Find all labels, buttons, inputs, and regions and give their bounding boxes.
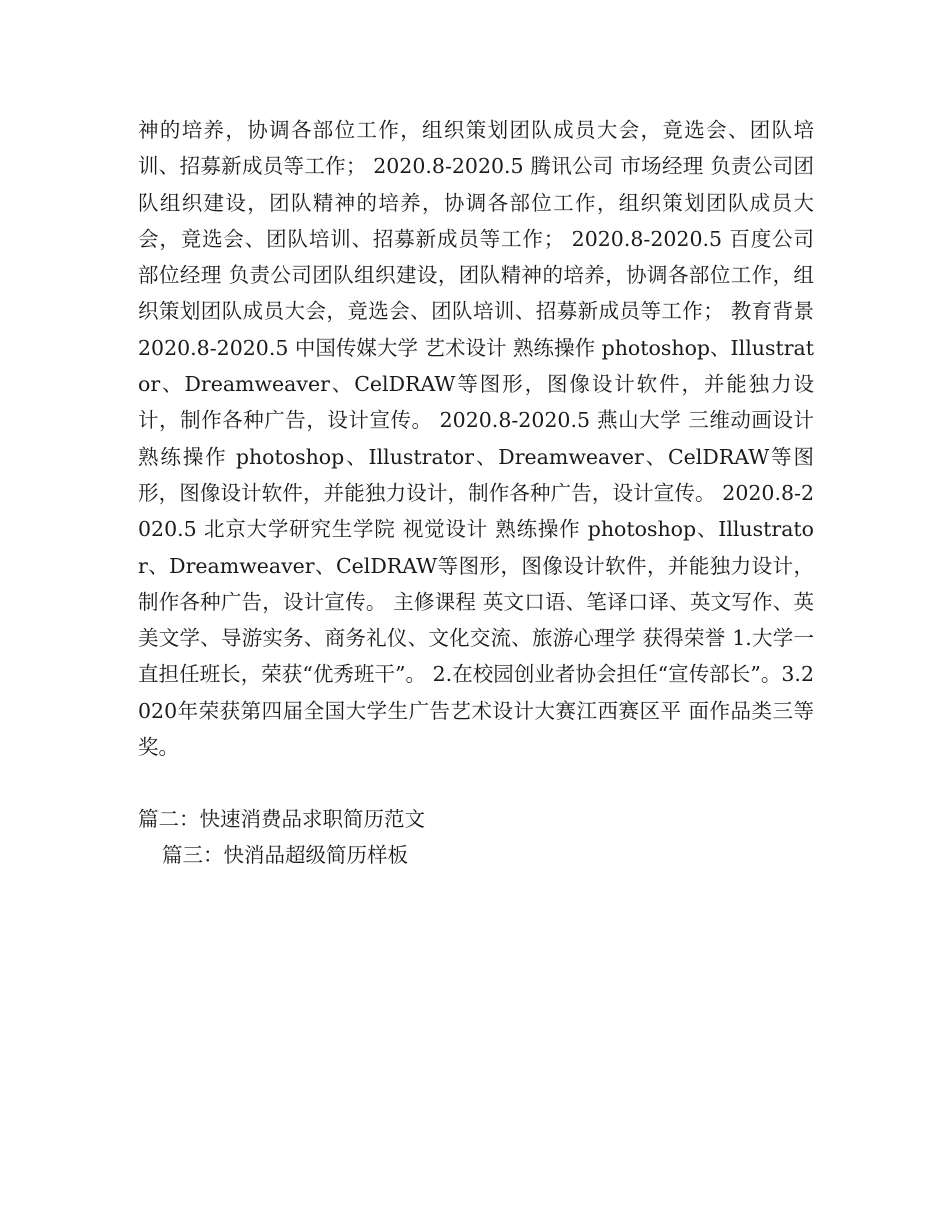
resume-body-paragraph: 神的培养，协调各部位工作，组织策划团队成员大会，竟选会、团队培训、招募新成员等工作； 2020.8-2020.5 腾讯公司 市场经理 负责公司团队组织建设，团队精神的培养，协调各部位工作，组织策划团队成员大会，竟选会、团队培训、招募新成员等工作； 2020.8-2020.5 百度公司 部位经理 负责公司团队组织建设，团队精神的培养，协调各部位工作，组织策划团队成员大会，竟选会、团队培训、招募新成员等工作； 教育背景 2020.8-2020.5 中国传媒大学 艺术设计 熟练操作 photoshop、Illustrator、Dreamweaver、CelDRAW等图形，图像设计软件，并能独力设计，制作各种广告，设计宣传。 2020.8-2020.5 燕山大学 三维动画设计 熟练操作 photoshop、Illustrator、Dreamweaver、CelDRAW等图形，图像设计软件，并能独力设计，制作各种广告，设计宣传。 2020.8-2020.5 北京大学研究生学院 视觉设计 熟练操作 photoshop、Illustrator、Dreamweaver、CelDRAW等图形，图像设计软件，并能独力设计，制作各种广告，设计宣传。 主修课程 英文口语、笔译口译、英文写作、英美文学、导游实务、商务礼仪、文化交流、旅游心理学 获得荣誉 1.大学一直担任班长，荣获“优秀班干”。 2.在校园创业者协会担任“宣传部长”。3.2020年荣获第四届全国大学生广告艺术设计大赛江西赛区平 面作品类三等奖。 (138, 118, 814, 760)
section-heading-2: 篇二：快速消费品求职简历范文 (138, 807, 425, 831)
section-heading-3: 篇三：快消品超级简历样板 (162, 843, 408, 867)
